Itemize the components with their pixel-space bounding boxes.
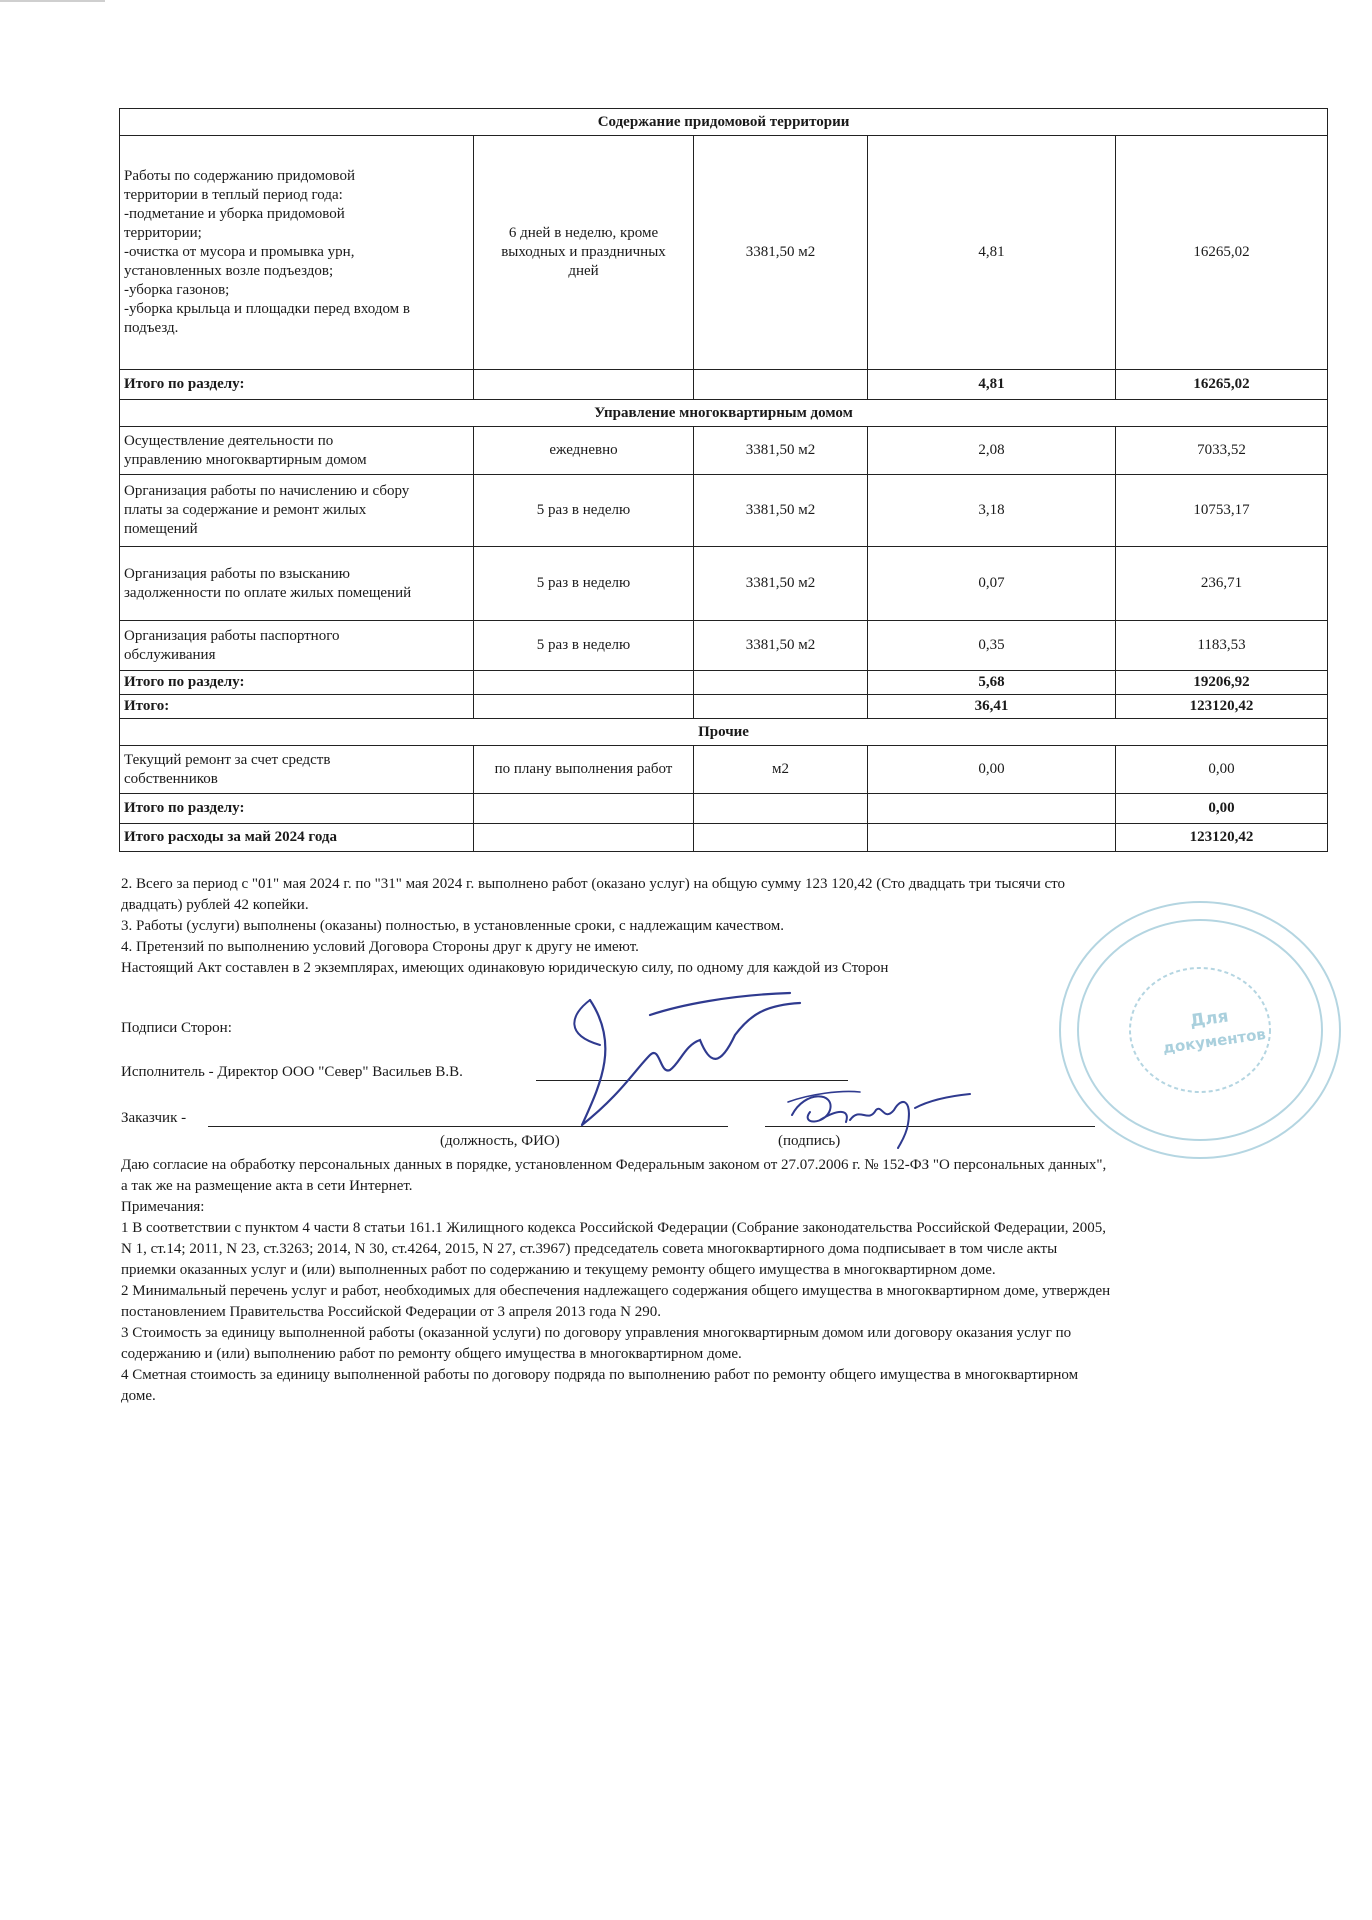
executor-label: Исполнитель - Директор ООО "Север" Васильев В.В. xyxy=(121,1064,463,1080)
signatures-heading: Подписи Сторон: xyxy=(121,1020,232,1036)
notes-heading: Примечания: xyxy=(121,1199,205,1215)
svg-text:Для: Для xyxy=(1188,1006,1230,1032)
work-name: Организация работы по начислению и сбору платы за содержание и ремонт жилых помещений xyxy=(120,475,474,547)
sign-caption: (подпись) xyxy=(778,1133,841,1149)
total-label: Итого по разделу: xyxy=(120,370,474,400)
act-paragraphs xyxy=(121,874,1331,979)
note-1-line3: приемки оказанных услуг и (или) выполненных работ по содержанию и текущему ремонту общего имущества в многоквартирном доме. xyxy=(121,1262,996,1278)
note-4-line1: 4 Сметная стоимость за единицу выполненной работы по договору подряда по выполнению работ по ремонту общего имущества в многоквартирном xyxy=(121,1367,1079,1383)
work-name: Организация работы паспортного обслуживания xyxy=(120,621,474,671)
note-1-line1: 1 В соответствии с пунктом 4 части 8 статьи 161.1 Жилищного кодекса Российской Федерации (Собрание законодательства Российской Федерации, 2005, xyxy=(121,1220,1106,1236)
grand-total-rate: 36,41 xyxy=(868,695,1116,719)
consent-and-notes xyxy=(121,1155,1331,1407)
total-label: Итого по разделу: xyxy=(120,794,474,824)
executor-signature xyxy=(560,975,840,1135)
grand-total-row xyxy=(120,695,1328,719)
note-1-line2: N 1, ст.14; 2011, N 23, ст.3263; 2014, N 30, ст.4264, 2015, N 27, ст.3967) председатель совета многоквартирного дома подписывает в том числе акты xyxy=(121,1241,1058,1257)
work-periodicity: 5 раз в неделю xyxy=(474,547,694,621)
section-total-row xyxy=(120,370,1328,400)
note-3-line1: 3 Стоимость за единицу выполненной работы (оказанной услуги) по договору управления многоквартирным домом или договору оказания услуг по xyxy=(121,1325,1072,1341)
customer-label: Заказчик - xyxy=(121,1110,187,1126)
section-total-row xyxy=(120,671,1328,695)
work-periodicity: ежедневно xyxy=(474,427,694,475)
work-periodicity: 5 раз в неделю xyxy=(474,475,694,547)
work-rate: 0,35 xyxy=(868,621,1116,671)
work-volume: 3381,50 м2 xyxy=(694,621,868,671)
work-volume: 3381,50 м2 xyxy=(694,136,868,370)
table-row xyxy=(120,475,1328,547)
customer-sign-line xyxy=(765,1126,1095,1127)
section-header-other xyxy=(120,719,1328,746)
expenses-total-label: Итого расходы за май 2024 года xyxy=(120,824,474,852)
work-periodicity: 6 дней в неделю, кроме выходных и праздничных дней xyxy=(474,136,694,370)
section-title: Содержание придомовой территории xyxy=(120,109,1328,136)
work-periodicity: 5 раз в неделю xyxy=(474,621,694,671)
note-2-line1: 2 Минимальный перечень услуг и работ, необходимых для обеспечения надлежащего содержания общего имущества в многоквартирном доме, утвержден xyxy=(121,1283,1111,1299)
table-row xyxy=(120,547,1328,621)
section-title: Управление многоквартирным домом xyxy=(120,400,1328,427)
work-rate: 0,07 xyxy=(868,547,1116,621)
paragraph-2-line2: двадцать) рублей 42 копейки. xyxy=(121,897,309,913)
work-periodicity: по плану выполнения работ xyxy=(474,746,694,794)
table-row xyxy=(120,746,1328,794)
section-title: Прочие xyxy=(120,719,1328,746)
work-rate: 4,81 xyxy=(868,136,1116,370)
section-total-row xyxy=(120,794,1328,824)
paragraph-3: 3. Работы (услуги) выполнены (оказаны) полностью, в установленные сроки, с надлежащим качеством. xyxy=(121,918,785,934)
work-rate: 0,00 xyxy=(868,746,1116,794)
work-sum: 7033,52 xyxy=(1116,427,1328,475)
work-volume: 3381,50 м2 xyxy=(694,547,868,621)
paragraph-2-line1: 2. Всего за период с "01" мая 2024 г. по "31" мая 2024 г. выполнено работ (оказано услуг) на общую сумму 123 120,42 (Сто двадцать три тысячи сто xyxy=(121,876,1065,892)
section-header-territory xyxy=(120,109,1328,136)
total-rate: 4,81 xyxy=(868,370,1116,400)
total-sum: 16265,02 xyxy=(1116,370,1328,400)
position-caption: (должность, ФИО) xyxy=(440,1133,560,1149)
expenses-total-sum: 123120,42 xyxy=(1116,824,1328,852)
customer-position-line xyxy=(208,1126,728,1127)
work-name: Организация работы по взысканию задолженности по оплате жилых помещений xyxy=(120,547,474,621)
work-volume: м2 xyxy=(694,746,868,794)
grand-total-sum: 123120,42 xyxy=(1116,695,1328,719)
consent-line1: Даю согласие на обработку персональных данных в порядке, установленном Федеральным законом от 27.07.2006 г. № 152-ФЗ "О персональных данных", xyxy=(121,1157,1107,1173)
work-sum: 10753,17 xyxy=(1116,475,1328,547)
work-sum: 236,71 xyxy=(1116,547,1328,621)
table-row xyxy=(120,621,1328,671)
grand-total-label: Итого: xyxy=(120,695,474,719)
work-sum: 0,00 xyxy=(1116,746,1328,794)
table-row xyxy=(120,136,1328,370)
executor-signature-line xyxy=(536,1080,848,1081)
total-sum: 0,00 xyxy=(1116,794,1328,824)
section-header-management xyxy=(120,400,1328,427)
paragraph-4: 4. Претензий по выполнению условий Договора Стороны друг к другу не имеют. xyxy=(121,939,639,955)
work-name: Текущий ремонт за счет средств собственников xyxy=(120,746,474,794)
table-row xyxy=(120,427,1328,475)
note-4-line2: доме. xyxy=(121,1388,156,1404)
total-label: Итого по разделу: xyxy=(120,671,474,695)
paragraph-5: Настоящий Акт составлен в 2 экземплярах, имеющих одинаковую юридическую силу, по одному для каждой из Сторон xyxy=(121,960,889,976)
work-volume: 3381,50 м2 xyxy=(694,427,868,475)
note-3-line2: содержанию и (или) выполнению работ по ремонту общего имущества в многоквартирном доме. xyxy=(121,1346,742,1362)
svg-text:документов: документов xyxy=(1161,1024,1267,1058)
work-volume: 3381,50 м2 xyxy=(694,475,868,547)
work-sum: 1183,53 xyxy=(1116,621,1328,671)
work-rate: 2,08 xyxy=(868,427,1116,475)
works-table xyxy=(119,108,1328,852)
scan-edge-mark xyxy=(0,0,105,2)
work-rate: 3,18 xyxy=(868,475,1116,547)
total-rate: 5,68 xyxy=(868,671,1116,695)
consent-line2: а так же на размещение акта в сети Интернет. xyxy=(121,1178,413,1194)
total-sum: 19206,92 xyxy=(1116,671,1328,695)
expenses-total-row xyxy=(120,824,1328,852)
work-name: Работы по содержанию придомовой территории в теплый период года: -подметание и уборка придомовой территории; -очистка от мусора и промывка урн, установленных возле подъездов; -уборка газонов; -уборка крыльца и площадки перед входом в подъезд. xyxy=(120,136,474,370)
work-sum: 16265,02 xyxy=(1116,136,1328,370)
note-2-line2: постановлением Правительства Российской Федерации от 3 апреля 2013 года N 290. xyxy=(121,1304,661,1320)
work-name: Осуществление деятельности по управлению многоквартирным домом xyxy=(120,427,474,475)
